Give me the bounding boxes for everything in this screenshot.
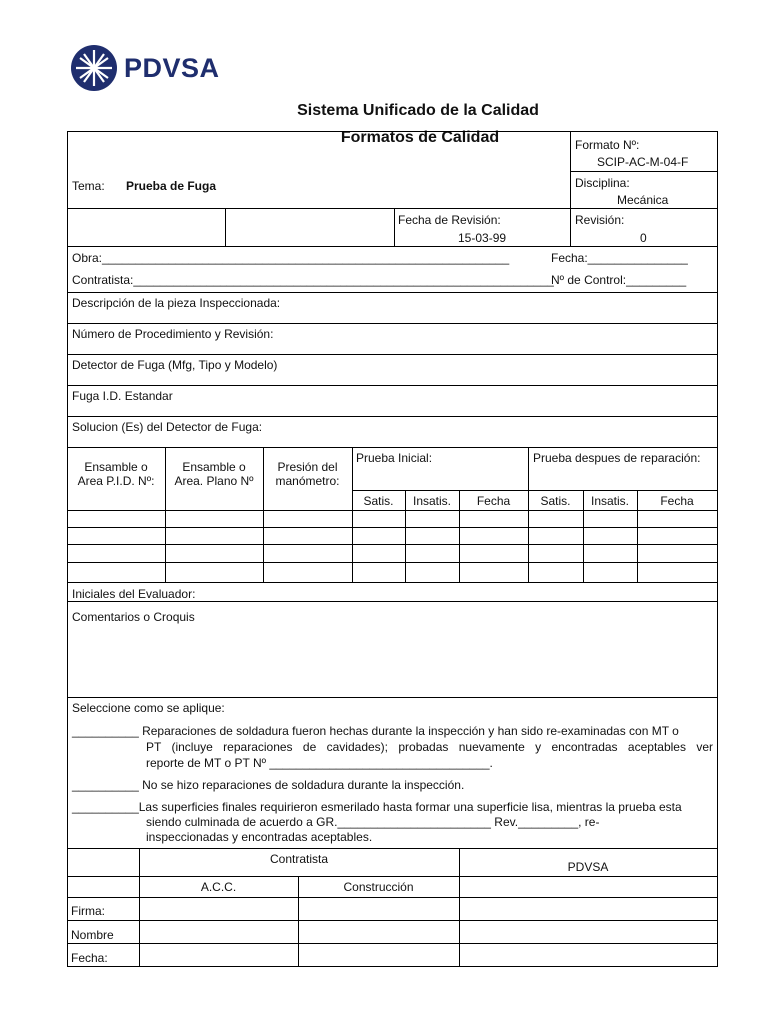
page-subtitle: Formatos de Calidad — [340, 129, 500, 146]
sub-insatis-2: Insatis. — [590, 494, 629, 508]
sub-fecha-1: Fecha — [476, 494, 511, 508]
col-ensamble-plano-header: Ensamble o Area. Plano Nº — [174, 460, 254, 488]
option-no-reparaciones[interactable]: __________ No se hizo reparaciones de soldadura durante la inspección. — [72, 778, 465, 792]
fuga-id-field[interactable]: Fuga I.D. Estandar — [72, 389, 173, 403]
evaluador-field[interactable]: Iniciales del Evaluador: — [72, 587, 196, 601]
obra-field[interactable]: Obra:_____________________________________________________________ — [72, 251, 510, 265]
option-reparaciones-l2: PT (incluye reparaciones de cavidades); probadas nuevamente y encontradas aceptables ver — [146, 740, 713, 754]
sub-insatis-1: Insatis. — [412, 494, 451, 508]
revision-label: Revisión: — [575, 213, 625, 227]
revision-value: 0 — [640, 231, 647, 245]
solucion-field[interactable]: Solucion (Es) del Detector de Fuga: — [72, 420, 263, 434]
tema-label: Tema: — [72, 179, 105, 193]
sig-contratista-header: Contratista — [269, 852, 329, 866]
fecha-revision-label: Fecha de Revisión: — [398, 213, 501, 227]
procedimiento-field[interactable]: Número de Procedimiento y Revisión: — [72, 327, 274, 341]
sub-satis-1: Satis. — [363, 494, 394, 508]
tema-value: Prueba de Fuga — [126, 179, 217, 193]
control-field[interactable]: Nº de Control:_________ — [551, 273, 687, 287]
sig-nombre-label: Nombre — [71, 928, 114, 942]
option-reparaciones-l3: reporte de MT o PT Nº _________________________________. — [146, 756, 493, 770]
brand-name: PDVSA — [124, 53, 220, 83]
col-ensamble-pid-header: Ensamble o Area P.I.D. Nº: — [77, 460, 155, 488]
sig-pdvsa-header: PDVSA — [567, 860, 609, 874]
option-esmerilado-l3: inspeccionadas y encontradas aceptables. — [146, 830, 373, 844]
detector-field[interactable]: Detector de Fuga (Mfg, Tipo y Modelo) — [72, 358, 278, 372]
sub-satis-2: Satis. — [540, 494, 571, 508]
disciplina-value: Mecánica — [617, 193, 669, 207]
disciplina-label: Disciplina: — [575, 176, 630, 190]
option-esmerilado[interactable]: __________Las superficies finales requirieron esmerilado hasta formar una superficie lisa, mientras la prueba esta — [72, 800, 682, 814]
option-esmerilado-l2: siendo culminada de acuerdo a GR._______________________ Rev._________, re- — [146, 815, 600, 829]
page-title: Sistema Unificado de la Calidad — [297, 102, 539, 119]
pdvsa-logo-icon — [70, 44, 118, 92]
contratista-field[interactable]: Contratista:_______________________________________________________________ — [72, 273, 554, 287]
sig-firma-label: Firma: — [71, 904, 105, 918]
prueba-reparacion-header: Prueba despues de reparación: — [533, 451, 701, 465]
sub-fecha-2: Fecha — [660, 494, 694, 508]
formato-label: Formato Nº: — [575, 138, 640, 152]
fecha-revision-value: 15-03-99 — [458, 231, 507, 245]
sig-fecha-label: Fecha: — [71, 951, 108, 965]
prueba-inicial-header: Prueba Inicial: — [356, 451, 433, 465]
descripcion-field[interactable]: Descripción de la pieza Inspeccionada: — [72, 296, 281, 310]
comentarios-field[interactable]: Comentarios o Croquis — [72, 610, 195, 624]
col-presion-header: Presión del manómetro: — [275, 460, 340, 488]
formato-value: SCIP-AC-M-04-F — [597, 155, 689, 169]
fecha-field[interactable]: Fecha:_______________ — [551, 251, 688, 265]
sig-acc-header: A.C.C. — [200, 880, 237, 894]
sig-construccion-header: Construcción — [343, 880, 414, 894]
seleccione-title: Seleccione como se aplique: — [72, 701, 225, 715]
option-reparaciones[interactable]: __________ Reparaciones de soldadura fueron hechas durante la inspección y han sido re-examinadas con MT o — [72, 724, 679, 738]
